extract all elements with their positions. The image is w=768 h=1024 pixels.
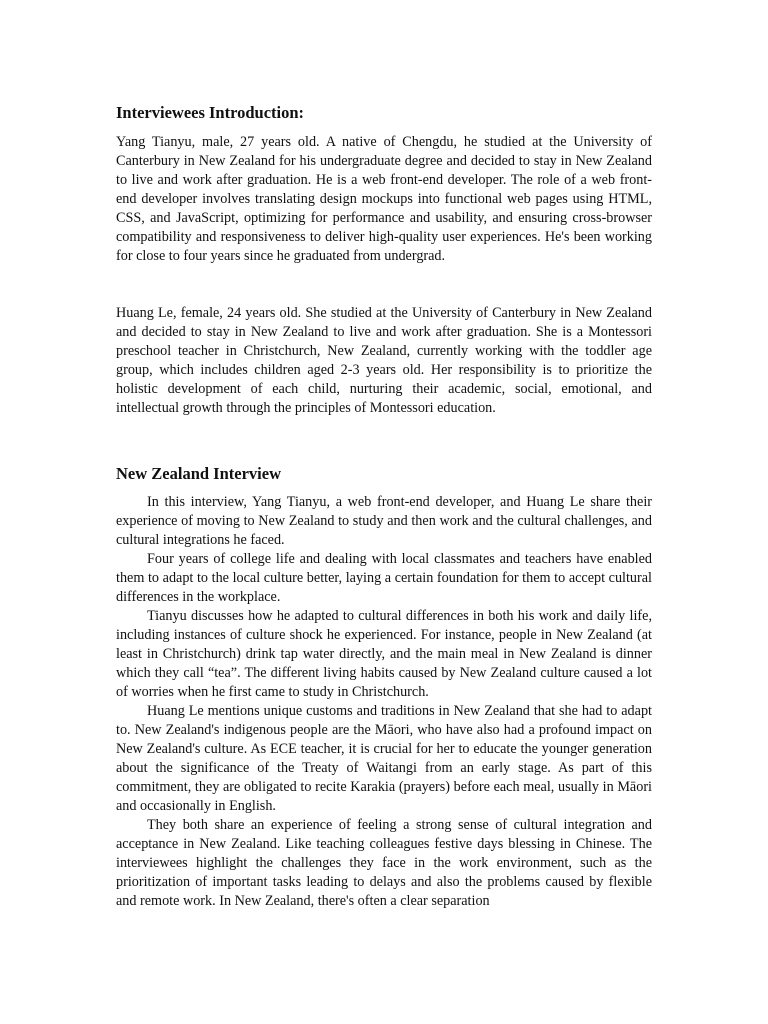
intro-paragraph-huang: Huang Le, female, 24 years old. She studied at the University of Canterbury in New Zealand and decided to stay in New Zealand to live and work after graduation. She is a Montessori preschool teacher in Christchurch, New Zealand, currently working with the toddler age group, which includes children aged 2-3 years old. Her responsibility is to prioritize the holistic development of each child, nurturing their academic, social, emotional, and intellectual growth through the principles of Montessori education. <box>116 305 652 416</box>
interview-paragraph: They both share an experience of feeling a strong sense of cultural integration and acceptance in New Zealand. Like teaching colleagues festive days blessing in Chinese. The interviewees highlight the challenges they face in the work environment, such as the prioritization of important tasks leading to delays and also the problems caused by flexible and remote work. In New Zealand, there's often a clear separation <box>116 817 652 909</box>
intro-heading: Interviewees Introduction: <box>116 103 305 122</box>
interview-paragraph: Huang Le mentions unique customs and traditions in New Zealand that she had to adapt to. New Zealand's indigenous people are the Māori, who have also had a profound impact on New Zealand's culture. As ECE teacher, it is crucial for her to educate the younger generation about the significance of the Treaty of Waitangi from an early stage. As part of this commitment, they are obligated to recite Karakia (prayers) before each meal, usually in Māori and occasionally in English. <box>116 703 652 814</box>
interview-paragraph: In this interview, Yang Tianyu, a web front-end developer, and Huang Le share their experience of moving to New Zealand to study and then work and the cultural challenges, and cultural integrations he faced. <box>116 494 652 548</box>
interview-body <box>116 493 652 911</box>
interview-paragraph: Tianyu discusses how he adapted to cultural differences in both his work and daily life, including instances of culture shock he experienced. For instance, people in New Zealand (at least in Christchurch) drink tap water directly, and the main meal in New Zealand is dinner which they call “tea”. The different living habits caused by New Zealand culture caused a lot of worries when he first came to study in Christchurch. <box>116 608 652 700</box>
intro-paragraph-yang: Yang Tianyu, male, 27 years old. A native of Chengdu, he studied at the University of Canterbury in New Zealand for his undergraduate degree and decided to stay in New Zealand to live and work after graduation. He is a web front-end developer. The role of a web front-end developer involves translating design mockups into functional web pages using HTML, CSS, and JavaScript, optimizing for performance and usability, and ensuring cross-browser compatibility and responsiveness to deliver high-quality user experiences. He's been working for close to four years since he graduated from undergrad. <box>116 134 652 264</box>
interview-heading: New Zealand Interview <box>116 464 281 483</box>
interview-paragraph: Four years of college life and dealing with local classmates and teachers have enabled them to adapt to the local culture better, laying a certain foundation for them to accept cultural differences in the workplace. <box>116 551 652 605</box>
